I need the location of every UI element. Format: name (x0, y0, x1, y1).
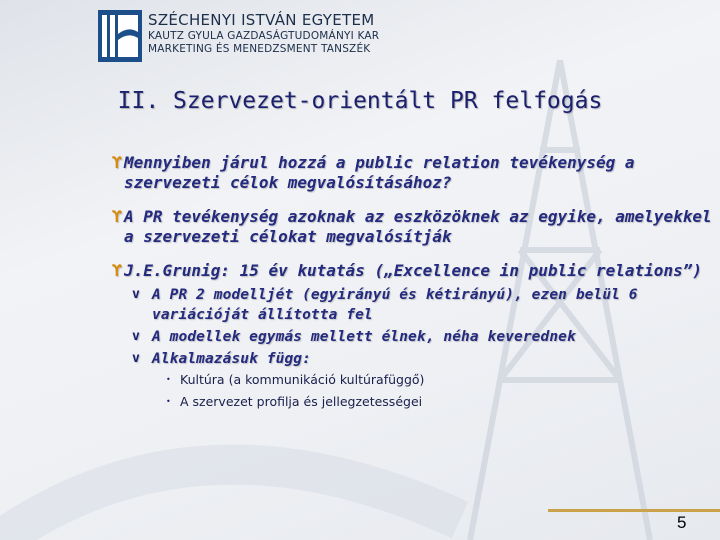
slide-title: II. Szervezet-orientált PR felfogás (117, 88, 603, 114)
bullet-text: J.E.Grunig: 15 év kutatás („Excellence in public relations”) (124, 261, 702, 280)
bullet-item (112, 207, 712, 247)
sub-bullet-item (132, 285, 712, 325)
sub-bullet-item (132, 327, 712, 347)
diamond-v-bullet-icon: v (132, 287, 140, 302)
slide-content (112, 153, 712, 413)
upsilon-bullet-icon: ϒ (112, 207, 122, 226)
sub-sub-bullet-item (166, 391, 712, 413)
bullet-text: A PR tevékenység azoknak az eszközöknek az egyike, amelyekkel a szervezeti célokat megvalósítják (124, 207, 712, 246)
bullet-text: Mennyiben járul hozzá a public relation tevékenység a szervezeti célok megvalósításához? (124, 153, 635, 192)
sub-bullet-item (132, 349, 712, 369)
diamond-v-bullet-icon: v (132, 351, 140, 366)
bullet-item (112, 261, 712, 281)
upsilon-bullet-icon: ϒ (112, 261, 122, 280)
sub-sub-bullet-text: A szervezet profilja és jellegzetességei (180, 394, 423, 409)
diamond-v-bullet-icon: v (132, 329, 140, 344)
bullet-item (112, 153, 712, 193)
university-name: SZÉCHENYI ISTVÁN EGYETEM (148, 11, 375, 29)
sub-sub-bullet-item (166, 369, 712, 391)
sub-bullet-text: A modellek egymás mellett élnek, néha keverednek (152, 329, 576, 345)
upsilon-bullet-icon: ϒ (112, 153, 122, 172)
sub-bullet-text: A PR 2 modelljét (egyirányú és kétirányú), ezen belül 6 variációját állította fel (152, 287, 638, 323)
header (148, 10, 379, 56)
sub-bullet-text: Alkalmazásuk függ: (152, 351, 311, 367)
footer-divider (548, 509, 720, 512)
faculty-name: KAUTZ GYULA GAZDASÁGTUDOMÁNYI KAR (148, 30, 380, 42)
dot-bullet-icon: • (166, 375, 171, 384)
page-number: 5 (677, 513, 687, 532)
sub-sub-bullet-text: Kultúra (a kommunikáció kultúrafüggő) (180, 372, 425, 387)
department-name: MARKETING ÉS MENEDZSMENT TANSZÉK (148, 43, 371, 55)
university-logo-icon (98, 10, 142, 62)
dot-bullet-icon: • (166, 397, 171, 406)
